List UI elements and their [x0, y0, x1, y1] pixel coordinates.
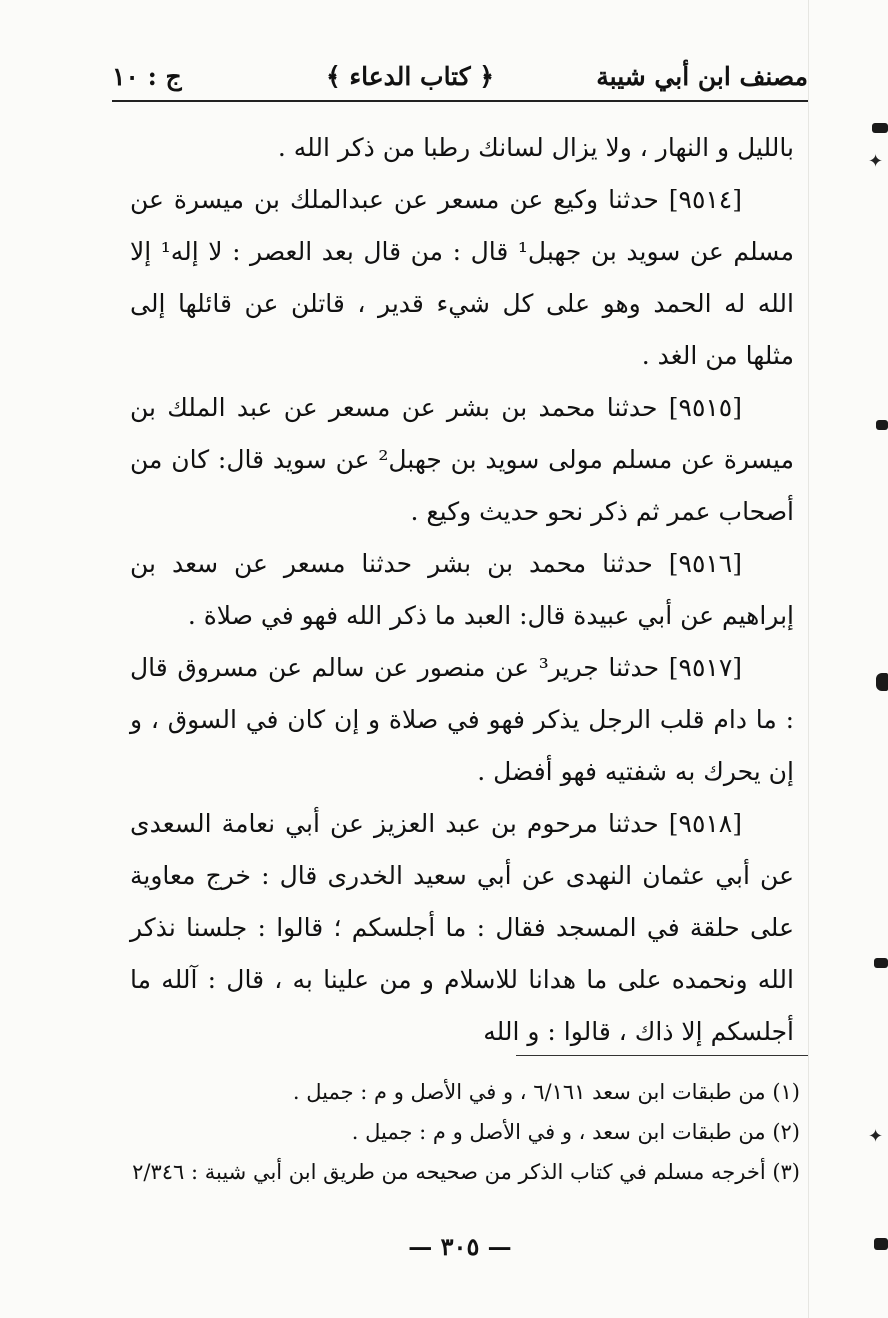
hadith-9514: [٩٥١٤] حدثنا وكيع عن مسعر عن عبدالملك بن ميسرة عن مسلم عن سويد بن جهبل¹ قال : من قال بعد العصر : لا إله¹ إلا الله له الحمد وهو على كل شيء قدير ، قاتلن عن قائلها إلى مثلها من الغد .: [130, 185, 794, 370]
footnote-2: (٢) من طبقات ابن سعد ، و في الأصل و م : جميل .: [351, 1120, 800, 1144]
main-text: [130, 122, 794, 1058]
footnotes: [130, 1072, 800, 1192]
binding-mark: [874, 958, 888, 968]
header-section-title: ﴿ كتاب الدعاء ﴾: [326, 61, 494, 91]
header-book-title: مصنف ابن أبي شيبة: [596, 61, 808, 91]
hadith-9518: [٩٥١٨] حدثنا مرحوم بن عبد العزيز عن أبي نعامة السعدى عن أبي عثمان النهدى عن أبي سعيد الخدرى قال : خرج معاوية على حلقة في المسجد فقال : ما أجلسكم ؛ قالوا : جلسنا نذكر الله ونحمده على ما هدانا للاسلام و من علينا به ، قال : آلله ما أجلسكم إلا ذاك ، قالوا : و الله: [130, 809, 794, 1046]
header-volume: ج : ١٠: [112, 61, 182, 91]
page-number: — ٣٠٥ —: [408, 1232, 512, 1261]
footnote-3: (٣) أخرجه مسلم في كتاب الذكر من صحيحه من طريق ابن أبي شيبة : ٢/٣٤٦: [132, 1160, 800, 1184]
header-divider: [112, 100, 808, 102]
binding-mark: [876, 420, 888, 430]
hadith-9515: [٩٥١٥] حدثنا محمد بن بشر عن مسعر عن عبد الملك بن ميسرة عن مسلم مولى سويد بن جهبل² عن سويد قال: كان من أصحاب عمر ثم ذكر نحو حديث وكيع .: [130, 393, 794, 526]
footnote-1: (١) من طبقات ابن سعد ٦/١٦١ ، و في الأصل و م : جميل .: [292, 1080, 800, 1104]
binding-mark: [876, 673, 888, 691]
running-header: [112, 52, 808, 100]
hadith-9517: [٩٥١٧] حدثنا جرير³ عن منصور عن سالم عن مسروق قال : ما دام قلب الرجل يذكر فهو في صلاة و إن كان في السوق ، و إن يحرك به شفتيه فهو أفضل .: [130, 653, 794, 786]
binding-mark: [874, 1238, 888, 1250]
registration-cross-icon: ✦: [868, 1126, 884, 1147]
page-edge: [808, 0, 888, 1318]
registration-cross-icon: ✦: [868, 151, 884, 172]
hadith-9516: [٩٥١٦] حدثنا محمد بن بشر حدثنا مسعر عن سعد بن إبراهيم عن أبي عبيدة قال: العبد ما ذكر الله فهو في صلاة .: [130, 549, 794, 630]
paragraph-continuation: بالليل و النهار ، ولا يزال لسانك رطبا من ذكر الله .: [277, 133, 794, 162]
binding-mark: [872, 123, 888, 133]
footnote-divider: [516, 1055, 808, 1056]
